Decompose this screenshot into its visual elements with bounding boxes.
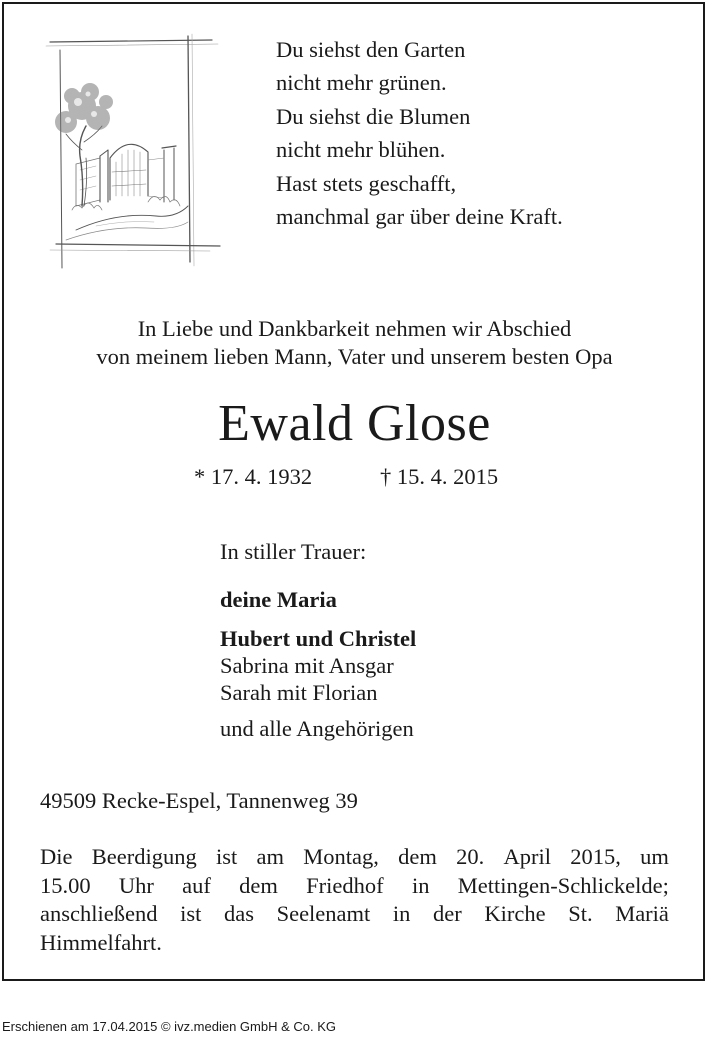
funeral-word: anschließend bbox=[40, 901, 158, 926]
poem-line: Du siehst die Blumen bbox=[276, 103, 471, 129]
address: 49509 Recke-Espel, Tannenweg 39 bbox=[40, 788, 358, 813]
funeral-word: Mariä bbox=[615, 901, 669, 926]
funeral-word: dem bbox=[398, 844, 437, 869]
life-dates bbox=[194, 463, 499, 491]
mourners-heading: In stiller Trauer: bbox=[220, 539, 367, 564]
poem bbox=[276, 33, 563, 233]
funeral-word: 15.00 bbox=[40, 872, 91, 898]
mourner-wife: deine Maria bbox=[220, 587, 337, 612]
funeral-line: Himmelfahrt. bbox=[40, 929, 162, 955]
funeral-word: Uhr bbox=[118, 872, 154, 898]
funeral-word: dem bbox=[239, 872, 278, 898]
mourner-others: und alle Angehörigen bbox=[220, 716, 414, 741]
publication-footer: Erschienen am 17.04.2015 © ivz.medien GmbH & Co. KG bbox=[2, 1019, 337, 1034]
funeral-word: um bbox=[640, 844, 669, 869]
farewell-intro bbox=[0, 315, 709, 371]
funeral-word: in bbox=[392, 901, 411, 926]
funeral-word: Die bbox=[40, 844, 73, 869]
funeral-word: St. bbox=[568, 901, 593, 926]
funeral-line bbox=[40, 900, 669, 929]
funeral-word: Mettingen-Schlickelde; bbox=[457, 872, 669, 898]
poem-line: nicht mehr blühen. bbox=[276, 137, 446, 163]
funeral-word: 20. bbox=[456, 844, 485, 869]
funeral-line bbox=[40, 872, 669, 901]
poem-line: nicht mehr grünen. bbox=[276, 70, 447, 96]
birth-date: * 17. 4. 1932 bbox=[194, 464, 313, 489]
funeral-details bbox=[40, 843, 669, 957]
funeral-word: ist bbox=[180, 901, 202, 926]
poem-line: Du siehst den Garten bbox=[276, 37, 466, 62]
garden-gate-drawing bbox=[36, 30, 224, 276]
intro-line: In Liebe und Dankbarkeit nehmen wir Abschied bbox=[137, 316, 572, 341]
funeral-word: Friedhof bbox=[306, 872, 384, 898]
funeral-word: Montag, bbox=[303, 844, 379, 869]
funeral-word: der bbox=[433, 901, 462, 926]
funeral-word: Beerdigung bbox=[91, 844, 197, 869]
deceased-name: Ewald Glose bbox=[218, 395, 491, 452]
mourner-grandchild: Sabrina mit Ansgar bbox=[220, 653, 394, 678]
funeral-line bbox=[40, 843, 669, 872]
funeral-word: auf bbox=[182, 872, 211, 898]
funeral-word: Seelenamt bbox=[276, 901, 371, 926]
mourner-family: Hubert und Christel bbox=[220, 626, 417, 651]
funeral-word: am bbox=[256, 844, 284, 869]
funeral-word: ist bbox=[215, 844, 238, 869]
funeral-word: in bbox=[411, 872, 430, 898]
poem-line: Hast stets geschafft, bbox=[276, 170, 457, 196]
funeral-word: das bbox=[223, 901, 254, 926]
funeral-word: 2015, bbox=[570, 844, 621, 869]
mourner-grandchild: Sarah mit Florian bbox=[220, 680, 378, 705]
death-date: † 15. 4. 2015 bbox=[380, 464, 499, 489]
funeral-word: Kirche bbox=[484, 901, 546, 926]
poem-line: manchmal gar über deine Kraft. bbox=[276, 204, 563, 230]
funeral-word: April bbox=[503, 844, 551, 869]
intro-line: von meinem lieben Mann, Vater und unserem besten Opa bbox=[96, 344, 613, 369]
